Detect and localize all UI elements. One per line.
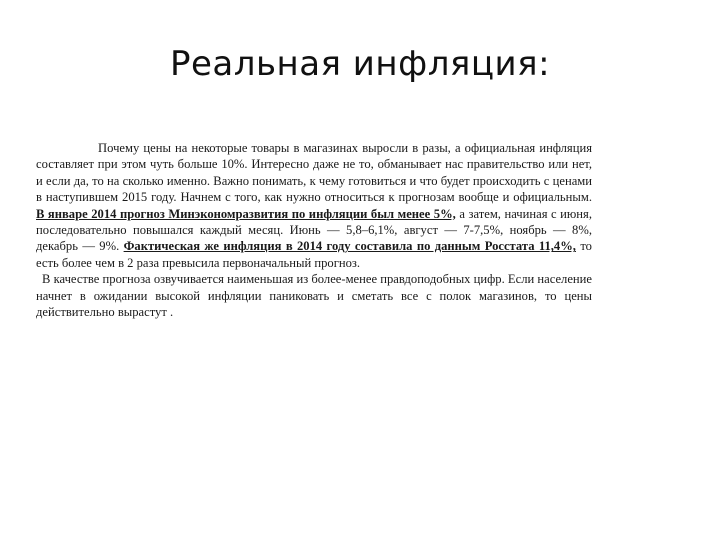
actual-inflation-highlight: Фактическая же инфляция в 2014 году составила по данным Росстата 11,4%,: [123, 239, 576, 254]
body-paragraph-1: [36, 140, 592, 271]
paragraph-1-text: Почему цены на некоторые товары в магазинах выросли в разы, а официальная инфляция составляет при этом чуть больше 10%. Интересно даже не то, обманывает нас правительство или нет, и если да, то на сколько именно. Важно понимать, к чему готовиться и что будет происходить с ценами в наступившем 2015 году. Начнем с того, как нужно относиться к прогнозам вообще и официальным.: [36, 141, 592, 205]
slide-body: [36, 140, 592, 320]
forecast-highlight: В январе 2014 прогноз Минэкономразвития по инфляции был менее 5%,: [36, 206, 456, 221]
slide-title: Реальная инфляция:: [169, 44, 551, 84]
paragraph-1-text: то есть более чем в 2 раза превысила первоначальный прогноз.: [36, 239, 592, 270]
body-paragraph-2: В качестве прогноза озвучивается наименьшая из более-менее правдоподобных цифр. Если население начнет в ожидании высокой инфляции паниковать и сметать все с полок магазинов, то цены действительно вырастут .: [36, 272, 592, 320]
paragraph-1-text: а затем, начиная с июня, последовательно повышался каждый месяц. Июнь — 5,8–6,1%, август — 7-7,5%, ноябрь — 8%, декабрь — 9%.: [36, 206, 592, 254]
